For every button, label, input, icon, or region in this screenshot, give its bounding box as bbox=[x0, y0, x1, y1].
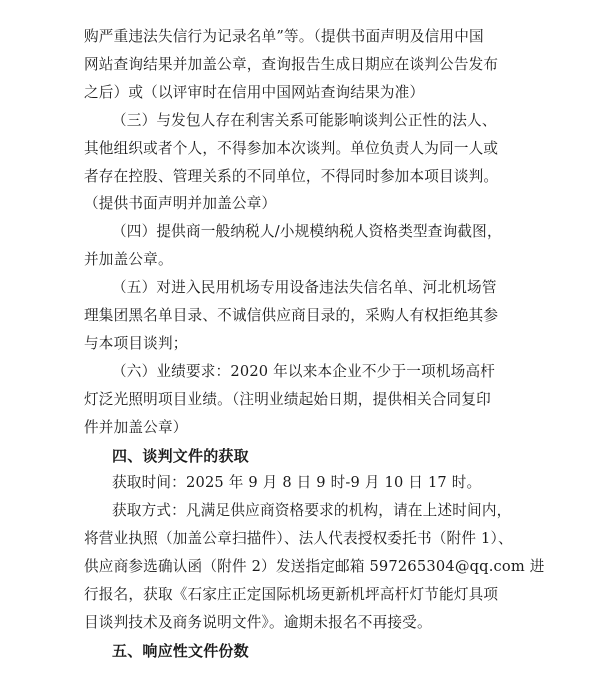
paragraph-line: 将营业执照（加盖公章扫描件）、法人代表授权委托书（附件 1）、 bbox=[84, 530, 513, 548]
paragraph-line: 之后）或（以评审时在信用中国网站查询结果为准） bbox=[84, 83, 425, 101]
paragraph-line: 件并加盖公章） bbox=[84, 418, 188, 436]
paragraph-line: 获取方式：凡满足供应商资格要求的机构，请在上述时间内， bbox=[112, 502, 512, 520]
section-heading: 四、谈判文件的获取 bbox=[112, 446, 249, 465]
paragraph-line: 目谈判技术及商务说明文件》。逾期未报名不再接受。 bbox=[84, 613, 432, 631]
paragraph-line: 与本项目谈判； bbox=[84, 334, 188, 352]
paragraph-line: 并加盖公章。 bbox=[84, 251, 173, 269]
paragraph-line: （三）与发包人存在利害关系可能影响谈判公正性的法人、 bbox=[112, 111, 497, 129]
paragraph-line: 获取时间：2025 年 9 月 8 日 9 时-9 月 10 日 17 时。 bbox=[112, 474, 482, 492]
paragraph-line: 网站查询结果并加盖公章，查询报告生成日期应在谈判公告发布 bbox=[84, 55, 499, 73]
paragraph-line: （五）对进入民用机场专用设备违法失信名单、河北机场管 bbox=[112, 279, 497, 297]
paragraph-line: （四）提供商一般纳税人/小规模纳税人资格类型查询截图， bbox=[112, 223, 502, 241]
paragraph-line: （提供书面声明并加盖公章） bbox=[84, 195, 277, 213]
paragraph-line: 供应商参选确认函（附件 2）发送指定邮箱 597265304@qq.com 进 bbox=[84, 558, 545, 576]
paragraph-line: 者存在控股、管理关系的不同单位，不得同时参加本项目谈判。 bbox=[84, 167, 499, 185]
paragraph-line: 其他组织或者个人，不得参加本次谈判。单位负责人为同一人或 bbox=[84, 139, 499, 157]
paragraph-line: 理集团黑名单目录、不诚信供应商目录的，采购人有权拒绝其参 bbox=[84, 307, 499, 324]
paragraph-line: 行报名，获取《石家庄正定国际机场更新机坪高杆灯节能灯具项 bbox=[84, 586, 499, 603]
paragraph-line: （六）业绩要求：2020 年以来本企业不少于一项机场高杆 bbox=[112, 362, 496, 380]
paragraph-line: 灯泛光照明项目业绩。（注明业绩起始日期，提供相关合同复印 bbox=[84, 390, 491, 408]
paragraph-line: 购严重违法失信行为记录名单”等。（提供书面声明及信用中国 bbox=[84, 28, 484, 45]
section-heading: 五、响应性文件份数 bbox=[112, 641, 249, 660]
